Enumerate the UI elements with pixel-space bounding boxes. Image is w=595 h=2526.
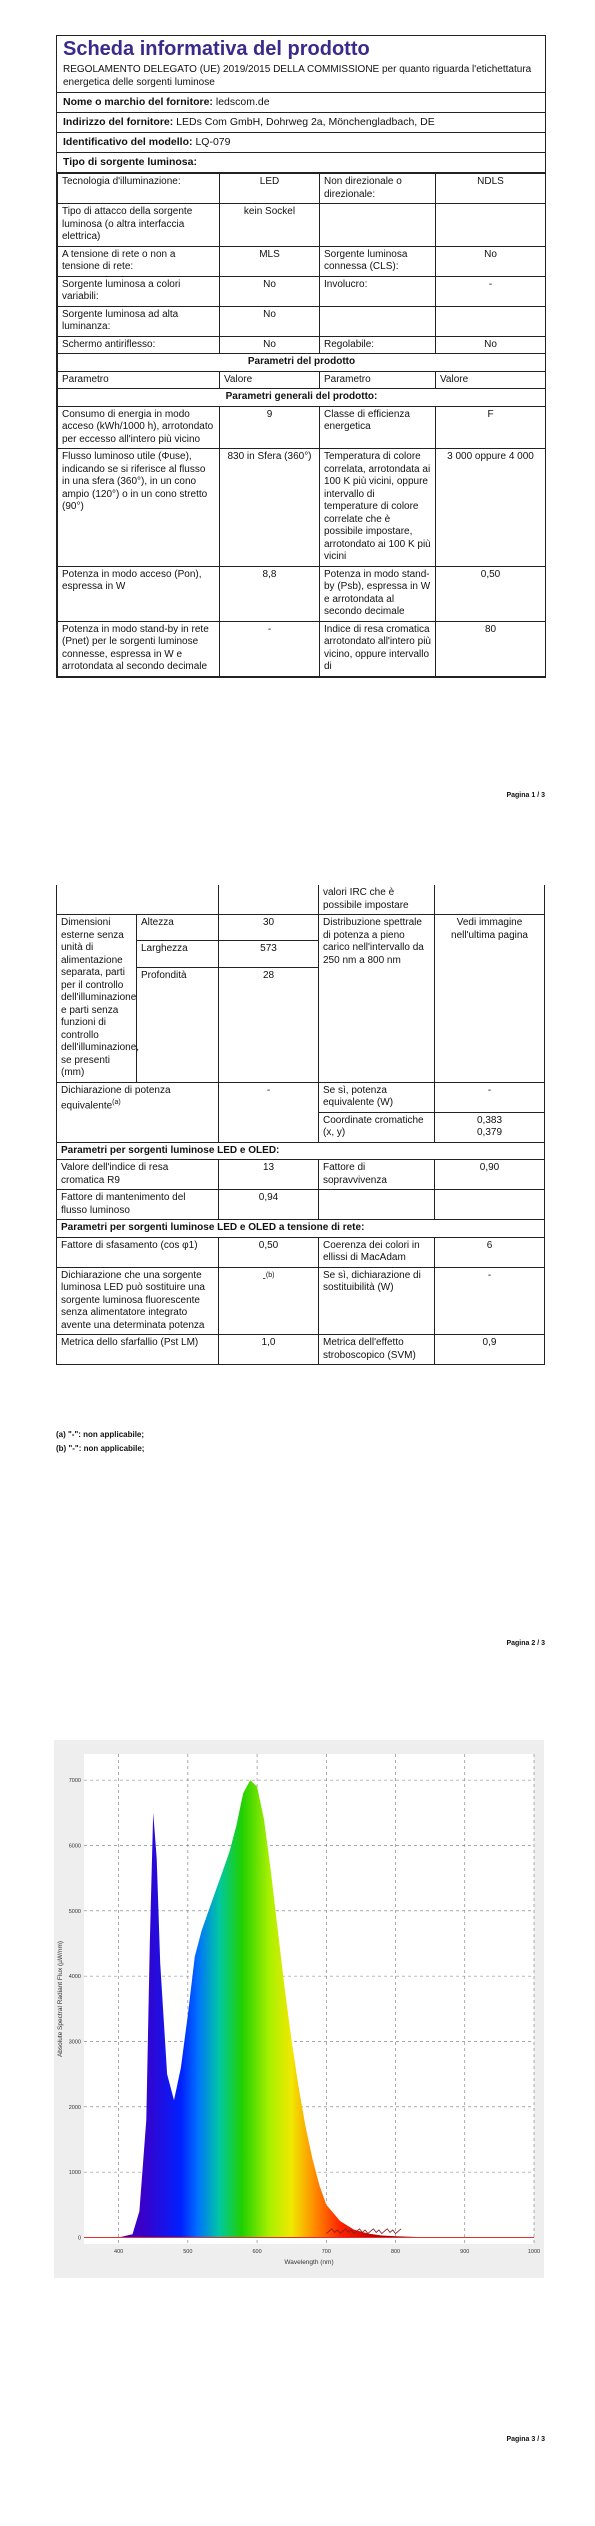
strobo-value: 0,9 xyxy=(435,1335,545,1365)
eq-power-footnote-mark: (a) xyxy=(112,1099,121,1106)
address-row xyxy=(57,113,545,133)
model-label: Identificativo del modello: xyxy=(63,136,193,148)
table-row xyxy=(58,449,546,567)
model-row xyxy=(57,133,545,153)
section-header-row xyxy=(57,1142,545,1160)
page-title: Scheda informativa del prodotto xyxy=(63,38,370,60)
table-row xyxy=(58,406,546,449)
table-row xyxy=(57,1160,545,1190)
table-row xyxy=(57,1335,545,1365)
x-tick-labels xyxy=(114,2249,540,2255)
y-tick-label: 2000 xyxy=(68,2104,81,2111)
table-cell: - xyxy=(436,276,546,306)
y-tick-label: 3000 xyxy=(68,2039,81,2046)
y-tick-label: 5000 xyxy=(68,1908,81,1915)
table-cell: No xyxy=(220,276,320,306)
table-cell: - xyxy=(220,621,320,676)
address-value: LEDs Com GmbH, Dohrweg 2a, Mönchengladbach, DE xyxy=(176,116,435,128)
dimensions-label: Dimensioni esterne senza unità di alimentazione separata, parti per il controllo dell'illuminazione e parti senza funzioni di controllo dell'illuminazione, se presenti (mm) xyxy=(57,915,137,1083)
spd-label: Distribuzione spettrale di potenza a pieno carico nell'intervallo da 250 nm a 800 nm xyxy=(319,915,435,1083)
spectrum-chart-panel xyxy=(54,1740,544,2278)
r9-label: Valore dell'indice di resa cromatica R9 xyxy=(57,1160,219,1190)
table-cell: NDLS xyxy=(436,174,546,204)
flicker-label: Metrica dello sfarfallio (Pst LM) xyxy=(57,1335,219,1365)
x-axis-label: Wavelength (nm) xyxy=(284,2259,334,2266)
eq-power-value: - xyxy=(219,1082,319,1142)
table-cell: A tensione di rete o non a tensione di rete: xyxy=(58,246,220,276)
page-1 xyxy=(0,0,595,870)
type-row xyxy=(57,153,545,173)
depth-label: Profondità xyxy=(137,967,219,1082)
table-row xyxy=(58,566,546,621)
table-cell: F xyxy=(436,406,546,449)
table-cell xyxy=(436,204,546,247)
supplier-label: Nome o marchio del fornitore: xyxy=(63,96,213,108)
table-cell: valori IRC che è possibile impostare xyxy=(319,885,435,915)
table-cell xyxy=(319,1190,435,1220)
flicker-value: 1,0 xyxy=(219,1335,319,1365)
table-cell: Indice di resa cromatica arrotondato all'intero più vicino, oppure intervallo di xyxy=(320,621,436,676)
table-cell: Tipo di attacco della sorgente luminosa (o altra interfaccia elettrica) xyxy=(58,204,220,247)
table-cell: 9 xyxy=(220,406,320,449)
width-value: 573 xyxy=(219,941,319,967)
table-row xyxy=(58,174,546,204)
table-cell: LED xyxy=(220,174,320,204)
table-cell xyxy=(320,306,436,336)
pf-label: Fattore di sfasamento (cos φ1) xyxy=(57,1237,219,1267)
height-value: 30 xyxy=(219,915,319,941)
table-row xyxy=(57,1190,545,1220)
column-header: Parametro xyxy=(58,371,220,389)
eq-power-label: Dichiarazione di potenza equivalente xyxy=(61,1084,171,1112)
table-row xyxy=(58,621,546,676)
product-info-sheet xyxy=(56,35,546,678)
y-tick-labels xyxy=(69,1778,81,2241)
table-cell: Temperatura di colore correlata, arrotondata ai 100 K più vicini, oppure intervallo di temperature di colore correlate che è possibile impostare, arrotondato ai 100 K più vicini xyxy=(320,449,436,567)
section-led-mains-heading: Parametri per sorgenti luminose LED e OLED a tensione di rete: xyxy=(57,1220,545,1238)
table-cell: Schermo antiriflesso: xyxy=(58,336,220,354)
column-header: Valore xyxy=(220,371,320,389)
table-row xyxy=(58,306,546,336)
table-cell xyxy=(219,885,319,915)
table-cell: Tecnologia d'illuminazione: xyxy=(58,174,220,204)
survival-value: 0,90 xyxy=(435,1160,545,1190)
table-cell: Potenza in modo stand-by (Psb), espressa in W e arrotondata al secondo decimale xyxy=(320,566,436,621)
product-table xyxy=(57,173,546,677)
section-header-row xyxy=(58,389,546,407)
table-cell: No xyxy=(436,246,546,276)
table-row xyxy=(58,246,546,276)
y-tick-label: 7000 xyxy=(68,1778,81,1785)
table-cell: No xyxy=(220,336,320,354)
supplier-row xyxy=(57,93,545,113)
table-cell: Flusso luminoso utile (Φuse), indicando se si riferisce al flusso in una sfera (360°), in un cono ampio (120°) o in un cono stretto (90°) xyxy=(58,449,220,567)
page-number: Pagina 1 / 3 xyxy=(506,792,545,799)
table-cell: Sorgente luminosa a colori variabili: xyxy=(58,276,220,306)
r9-value: 13 xyxy=(219,1160,319,1190)
table-row xyxy=(57,1237,545,1267)
depth-value: 28 xyxy=(219,967,319,1082)
page-2 xyxy=(0,870,595,1730)
lumen-label: Fattore di mantenimento del flusso luminoso xyxy=(57,1190,219,1220)
table-cell: Sorgente luminosa connessa (CLS): xyxy=(320,246,436,276)
y-axis-label: Absolute Spectral Radiant Flux (µW/nm) xyxy=(57,1940,64,2058)
width-label: Larghezza xyxy=(137,941,219,967)
eq-power-w-value: - xyxy=(435,1082,545,1112)
table-cell xyxy=(320,204,436,247)
pf-value: 0,50 xyxy=(219,1237,319,1267)
section-params-heading: Parametri del prodotto xyxy=(58,354,546,372)
address-label: Indirizzo del fornitore: xyxy=(63,116,174,128)
table-cell: Consumo di energia in modo acceso (kWh/1000 h), arrotondato per eccesso all'intero più vicino xyxy=(58,406,220,449)
table-cell xyxy=(57,885,219,915)
supplier-value: ledscom.de xyxy=(215,96,270,108)
table-cell: Non direzionale o direzionale: xyxy=(320,174,436,204)
product-table-continued xyxy=(56,885,545,1365)
chroma-x-value: 0,383 xyxy=(476,1114,503,1126)
x-tick-label: 600 xyxy=(252,2249,262,2255)
table-cell: Sorgente luminosa ad alta luminanza: xyxy=(58,306,220,336)
column-header: Parametro xyxy=(320,371,436,389)
type-label: Tipo di sorgente luminosa: xyxy=(63,156,197,168)
y-tick-label: 6000 xyxy=(68,1843,81,1850)
x-tick-label: 400 xyxy=(114,2249,124,2255)
page-number: Pagina 3 / 3 xyxy=(506,2436,545,2443)
chroma-label: Coordinate cromatiche (x, y) xyxy=(319,1112,435,1142)
model-value: LQ-079 xyxy=(195,136,231,148)
section-general-heading: Parametri generali del prodotto: xyxy=(58,389,546,407)
table-cell: Potenza in modo acceso (Pon), espressa in W xyxy=(58,566,220,621)
table-cell: No xyxy=(220,306,320,336)
table-row xyxy=(57,1267,545,1335)
table-cell: kein Sockel xyxy=(220,204,320,247)
fluo-label: Dichiarazione che una sorgente luminosa LED può sostituire una sorgente luminosa fluorescente senza alimentatore integrato avente una determinata potenza xyxy=(57,1267,219,1335)
section-header-row xyxy=(57,1220,545,1238)
table-cell: 3 000 oppure 4 000 xyxy=(436,449,546,567)
x-tick-label: 500 xyxy=(183,2249,193,2255)
table-cell xyxy=(435,1190,545,1220)
survival-label: Fattore di sopravvivenza xyxy=(319,1160,435,1190)
table-cell: No xyxy=(436,336,546,354)
table-cell: Regolabile: xyxy=(320,336,436,354)
footnotes xyxy=(56,1428,144,1456)
column-header-row xyxy=(58,371,546,389)
table-cell: 80 xyxy=(436,621,546,676)
eq-power-w-label: Se sì, potenza equivalente (W) xyxy=(319,1082,435,1112)
page-3 xyxy=(0,1730,595,2526)
section-header-row xyxy=(58,354,546,372)
table-cell xyxy=(435,885,545,915)
spectrum-chart xyxy=(54,1740,544,2278)
table-cell: MLS xyxy=(220,246,320,276)
height-label: Altezza xyxy=(137,915,219,941)
macadam-value: 6 xyxy=(435,1237,545,1267)
table-cell: Involucro: xyxy=(320,276,436,306)
x-tick-label: 1000 xyxy=(527,2249,541,2255)
chroma-y-value: 0,379 xyxy=(476,1127,503,1138)
fluo-w-label: Se sì, dichiarazione di sostituibilità (W) xyxy=(319,1267,435,1335)
strobo-label: Metrica dell'effetto stroboscopico (SVM) xyxy=(319,1335,435,1365)
x-tick-label: 800 xyxy=(390,2249,401,2255)
y-tick-label: 4000 xyxy=(68,1974,81,1981)
macadam-label: Coerenza dei colori in ellissi di MacAdam xyxy=(319,1237,435,1267)
table-cell: 830 in Sfera (360°) xyxy=(220,449,320,567)
x-tick-label: 700 xyxy=(321,2249,331,2255)
title-block xyxy=(57,36,545,93)
page-number: Pagina 2 / 3 xyxy=(506,1640,545,1647)
fluo-value: - xyxy=(262,1272,266,1284)
table-row xyxy=(58,336,546,354)
x-tick-label: 900 xyxy=(460,2249,470,2255)
table-cell xyxy=(436,306,546,336)
y-tick-label: 1000 xyxy=(68,2170,81,2177)
fluo-footnote-mark: (b) xyxy=(265,1271,275,1279)
table-cell: 8,8 xyxy=(220,566,320,621)
table-row xyxy=(58,276,546,306)
footnote-a: (a) "-": non applicabile; xyxy=(56,1430,145,1439)
table-cell: Potenza in modo stand-by in rete (Pnet) per le sorgenti luminose connesse, espressa in W e arrotondata al secondo decimale xyxy=(58,621,220,676)
regulation-text: REGOLAMENTO DELEGATO (UE) 2019/2015 DELLA COMMISSIONE per quanto riguarda l'etichettatura energetica delle sorgenti luminose xyxy=(63,64,532,88)
table-cell: 0,50 xyxy=(436,566,546,621)
table-cell: Classe di efficienza energetica xyxy=(320,406,436,449)
table-row xyxy=(57,885,545,915)
table-row xyxy=(57,1082,545,1112)
section-led-heading: Parametri per sorgenti luminose LED e OLED: xyxy=(57,1142,545,1160)
y-tick-label: 0 xyxy=(77,2235,81,2242)
lumen-value: 0,94 xyxy=(219,1190,319,1220)
fluo-w-value: - xyxy=(435,1267,545,1335)
column-header: Valore xyxy=(436,371,546,389)
table-cell xyxy=(219,1267,319,1335)
table-cell xyxy=(57,1082,219,1142)
footnote-b: (b) "-": non applicabile; xyxy=(56,1444,145,1453)
table-cell xyxy=(435,1112,545,1142)
spd-value: Vedi immagine nell'ultima pagina xyxy=(435,915,545,1083)
table-row xyxy=(57,915,545,941)
table-row xyxy=(58,204,546,247)
